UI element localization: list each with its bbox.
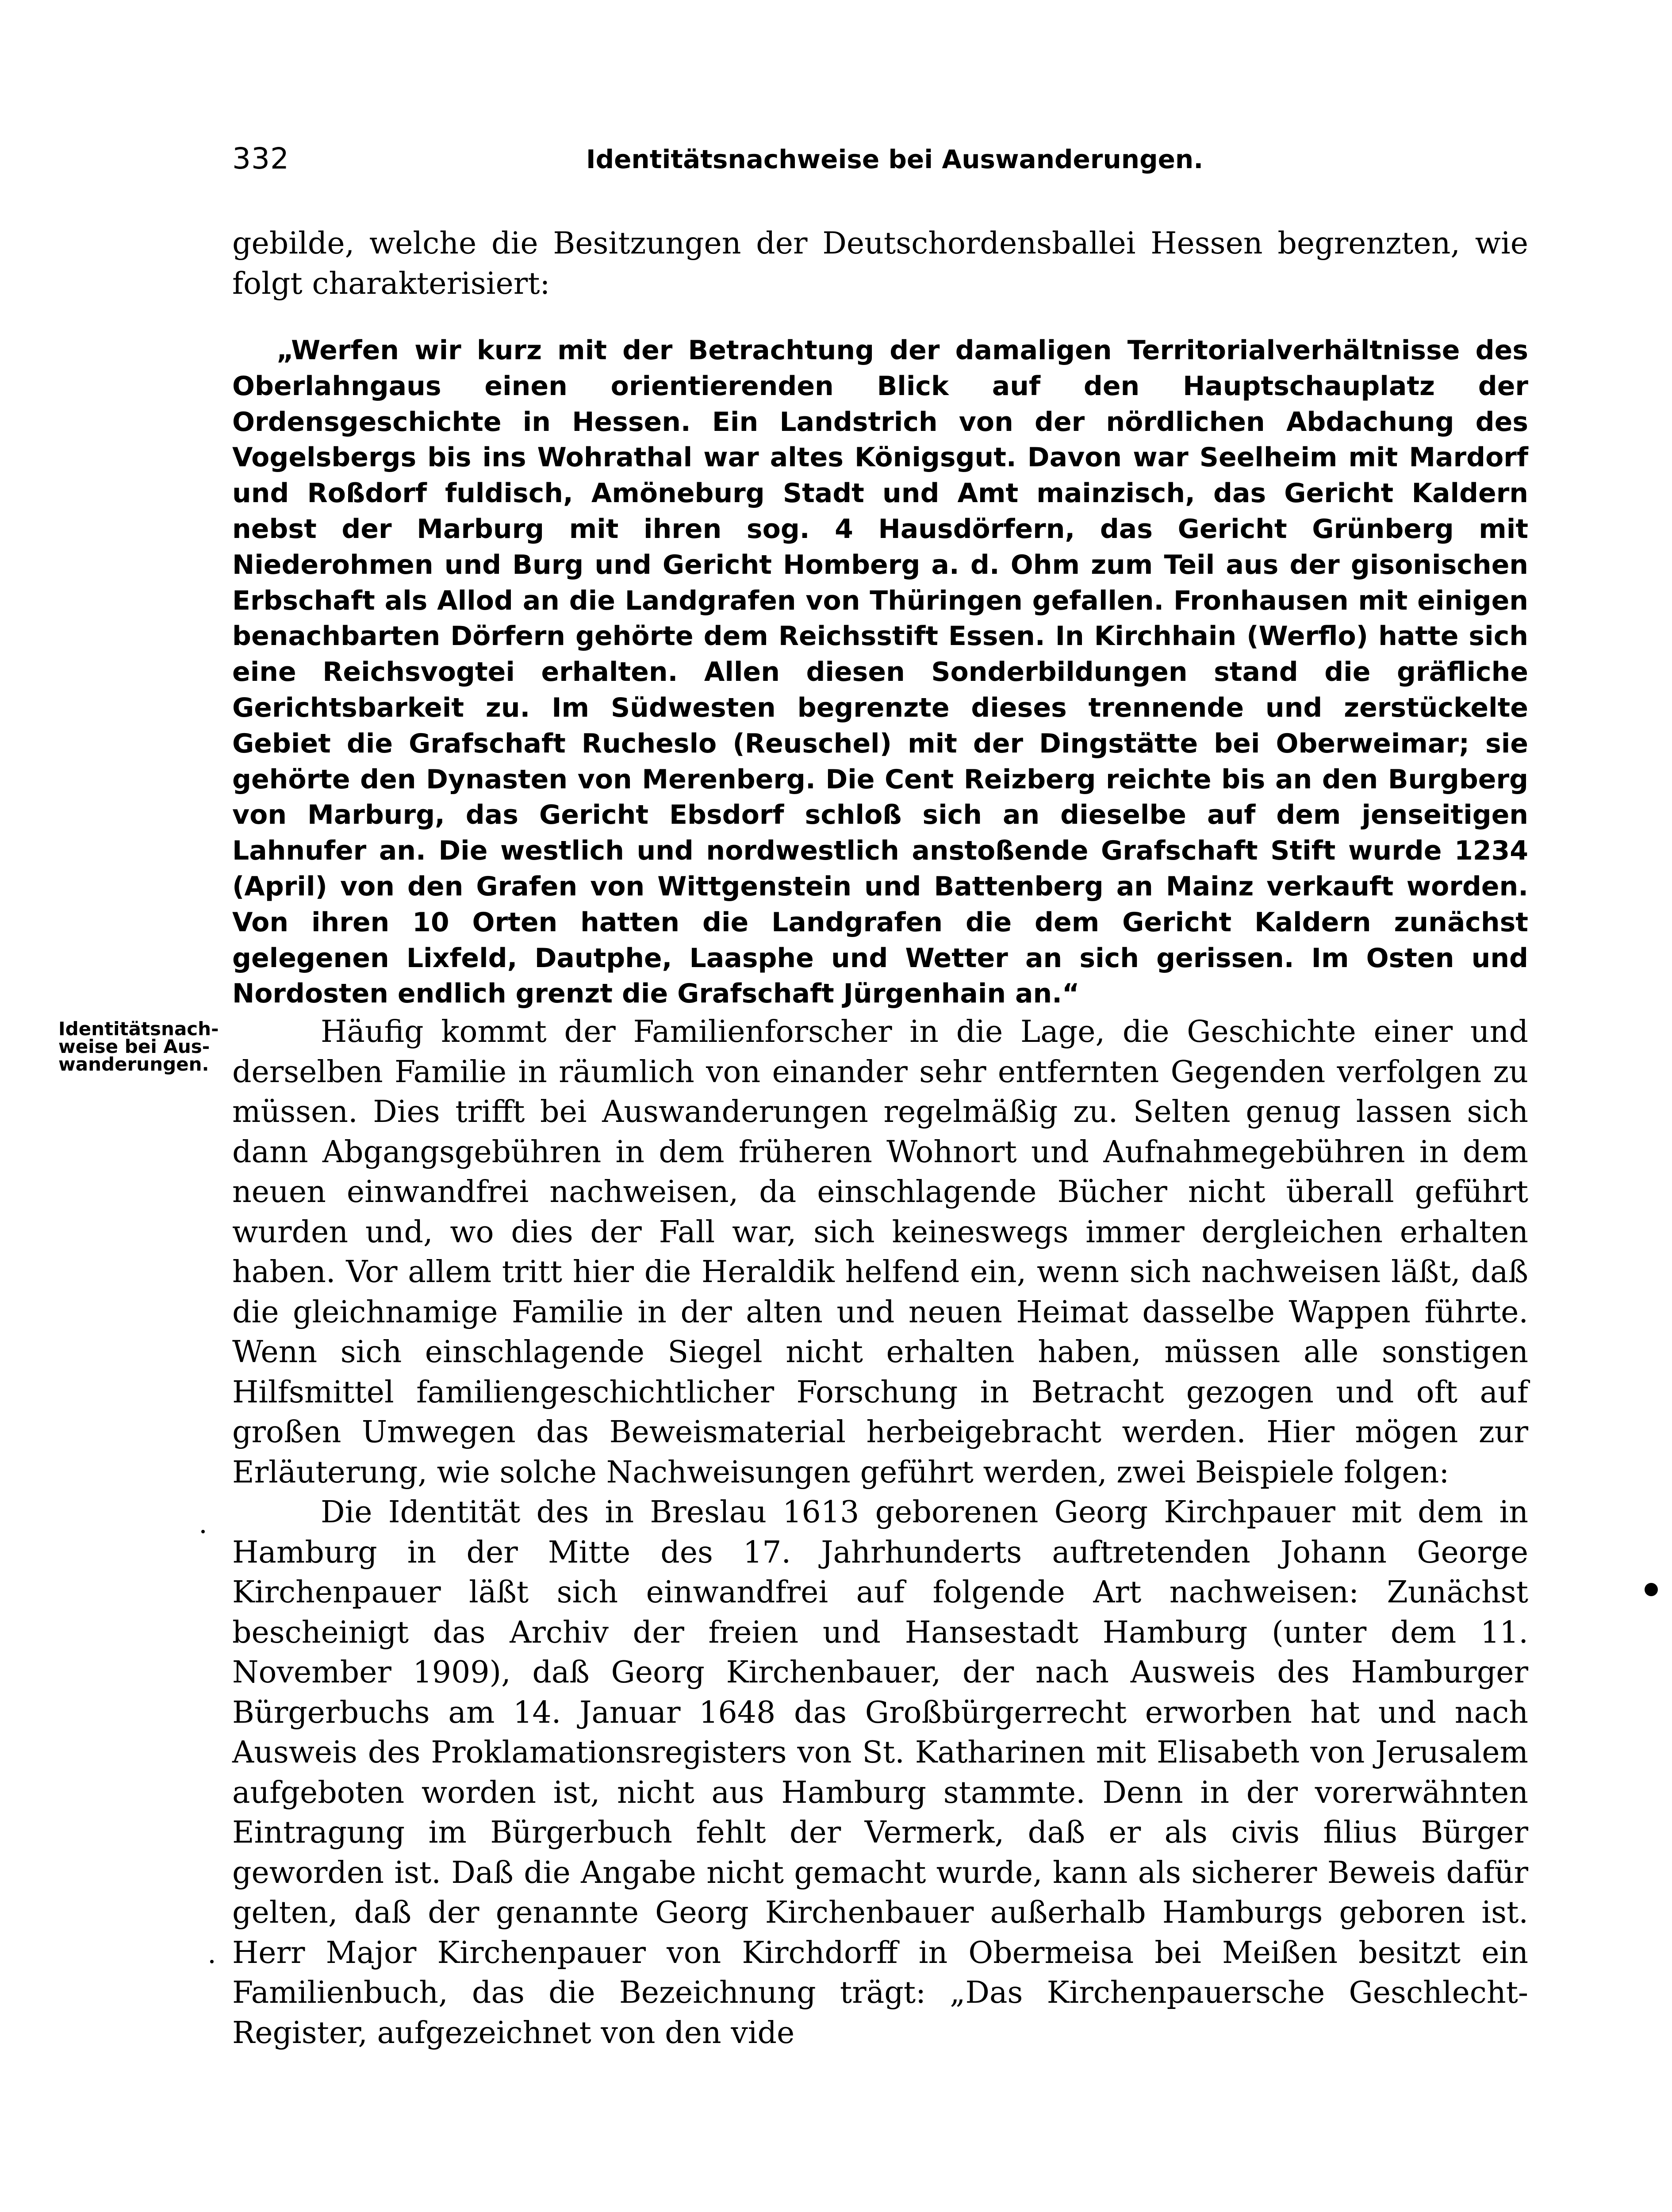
marginal-note-line: weise bei Aus- — [58, 1036, 210, 1057]
intro-text: gebilde, welche die Besitzungen der Deutschordensballei Hessen begrenzten, wie folgt charakterisiert: — [232, 226, 1528, 301]
page-header — [232, 142, 1533, 186]
marginal-note-line: Identitätsnach- — [58, 1018, 219, 1040]
page-number: 332 — [232, 142, 289, 176]
block-quote: „Werfen wir kurz mit der Betrachtung der damaligen Territorialverhältnisse des Oberlahngaus einen orientierenden Blick auf den Hauptschauplatz der Ordensgeschichte in Hessen. Ein Landstrich von der nördlichen Abdachung des Vogelsbergs bis ins Wohrathal war altes Königsgut. Davon war Seelheim mit Mardorf und Roßdorf fuldisch, Amöneburg Stadt und Amt mainzisch, das Gericht Kaldern nebst der Marburg mit ihren sog. 4 Hausdörfern, das Gericht Grünberg mit Niederohmen und Burg und Gericht Homberg a. d. Ohm zum Teil aus der gisonischen Erbschaft als Allod an die Landgrafen von Thüringen gefallen. Fronhausen mit einigen benachbarten Dörfern gehörte dem Reichsstift Essen. In Kirchhain (Werflo) hatte sich eine Reichsvogtei erhalten. Allen diesen Sonderbildungen stand die gräfliche Gerichtsbarkeit zu. Im Südwesten begrenzte dieses trennende und zerstückelte Gebiet die Grafschaft Rucheslo (Reuschel) mit der Dingstätte bei Oberweimar; sie gehörte den Dynasten von Merenberg. Die Cent Reizberg reichte bis an den Burgberg von Marburg, das Gericht Ebsdorf schloß sich an dieselbe auf dem jenseitigen Lahnufer an. Die westlich und nordwestlich anstoßende Grafschaft Stift wurde 1234 (April) von den Grafen von Wittgenstein und Battenberg an Mainz verkauft worden. Von ihren 10 Orten hatten die Landgrafen die dem Gericht Kaldern zunächst gelegenen Lixfeld, Dautphe, Laasphe und Wetter an sich gerissen. Im Osten und Nordosten endlich grenzt die Grafschaft Jürgenhain an.“ — [232, 335, 1528, 1010]
intro-paragraph — [232, 224, 1528, 304]
ink-speck — [1645, 1583, 1658, 1596]
running-title: Identitätsnachweise bei Auswanderungen. — [586, 144, 1204, 174]
marginal-note — [58, 1020, 218, 1073]
main-text — [232, 1012, 1528, 2053]
paragraph-auswanderungen: Häufig kommt der Familienforscher in die Lage, die Geschichte einer und derselben Familie in räumlich von einander sehr entfernten Gegenden verfolgen zu müssen. Dies trifft bei Auswanderungen regelmäßig zu. Selten genug lassen sich dann Abgangsgebühren in dem früheren Wohnort und Aufnahmegebühren in dem neuen einwandfrei nachweisen, da einschlagende Bücher nicht überall geführt wurden und, wo dies der Fall war, sich keineswegs immer dergleichen erhalten haben. Vor allem tritt hier die Heraldik helfend ein, wenn sich nachweisen läßt, daß die gleichnamige Familie in der alten und neuen Heimat dasselbe Wappen führte. Wenn sich einschlagende Siegel nicht erhalten haben, müssen alle sonstigen Hilfsmittel familiengeschichtlicher Forschung in Betracht gezogen und oft auf großen Umwegen das Beweismaterial herbeigebracht werden. Hier mögen zur Erläuterung, wie solche Nachweisungen geführt werden, zwei Beispiele folgen: — [232, 1014, 1528, 1490]
ink-speck — [201, 1530, 205, 1533]
marginal-note-line: wanderungen. — [58, 1053, 209, 1075]
ink-speck — [210, 1960, 214, 1963]
paragraph-kirchenpauer: Die Identität des in Breslau 1613 geborenen Georg Kirchpauer mit dem in Hamburg in der Mitte des 17. Jahrhunderts auftretenden Johann George Kirchenpauer läßt sich einwandfrei auf folgende Art nachweisen: Zunächst bescheinigt das Archiv der freien und Hansestadt Hamburg (unter dem 11. November 1909), daß Georg Kirchenbauer, der nach Ausweis des Hamburger Bürgerbuchs am 14. Januar 1648 das Großbürgerrecht erworben hat und nach Ausweis des Proklamationsregisters von St. Katharinen mit Elisabeth von Jerusalem aufgeboten worden ist, nicht aus Hamburg stammte. Denn in der vorerwähnten Eintragung im Bürgerbuch fehlt der Vermerk, daß er als civis filius Bürger geworden ist. Daß die Angabe nicht gemacht wurde, kann als sicherer Beweis dafür gelten, daß der genannte Georg Kirchenbauer außerhalb Hamburgs geboren ist. Herr Major Kirchenpauer von Kirchdorff in Obermeisa bei Meißen besitzt ein Familienbuch, das die Bezeichnung trägt: „Das Kirchenpauersche Geschlecht-Register, aufgezeichnet von den vide — [232, 1495, 1528, 2051]
